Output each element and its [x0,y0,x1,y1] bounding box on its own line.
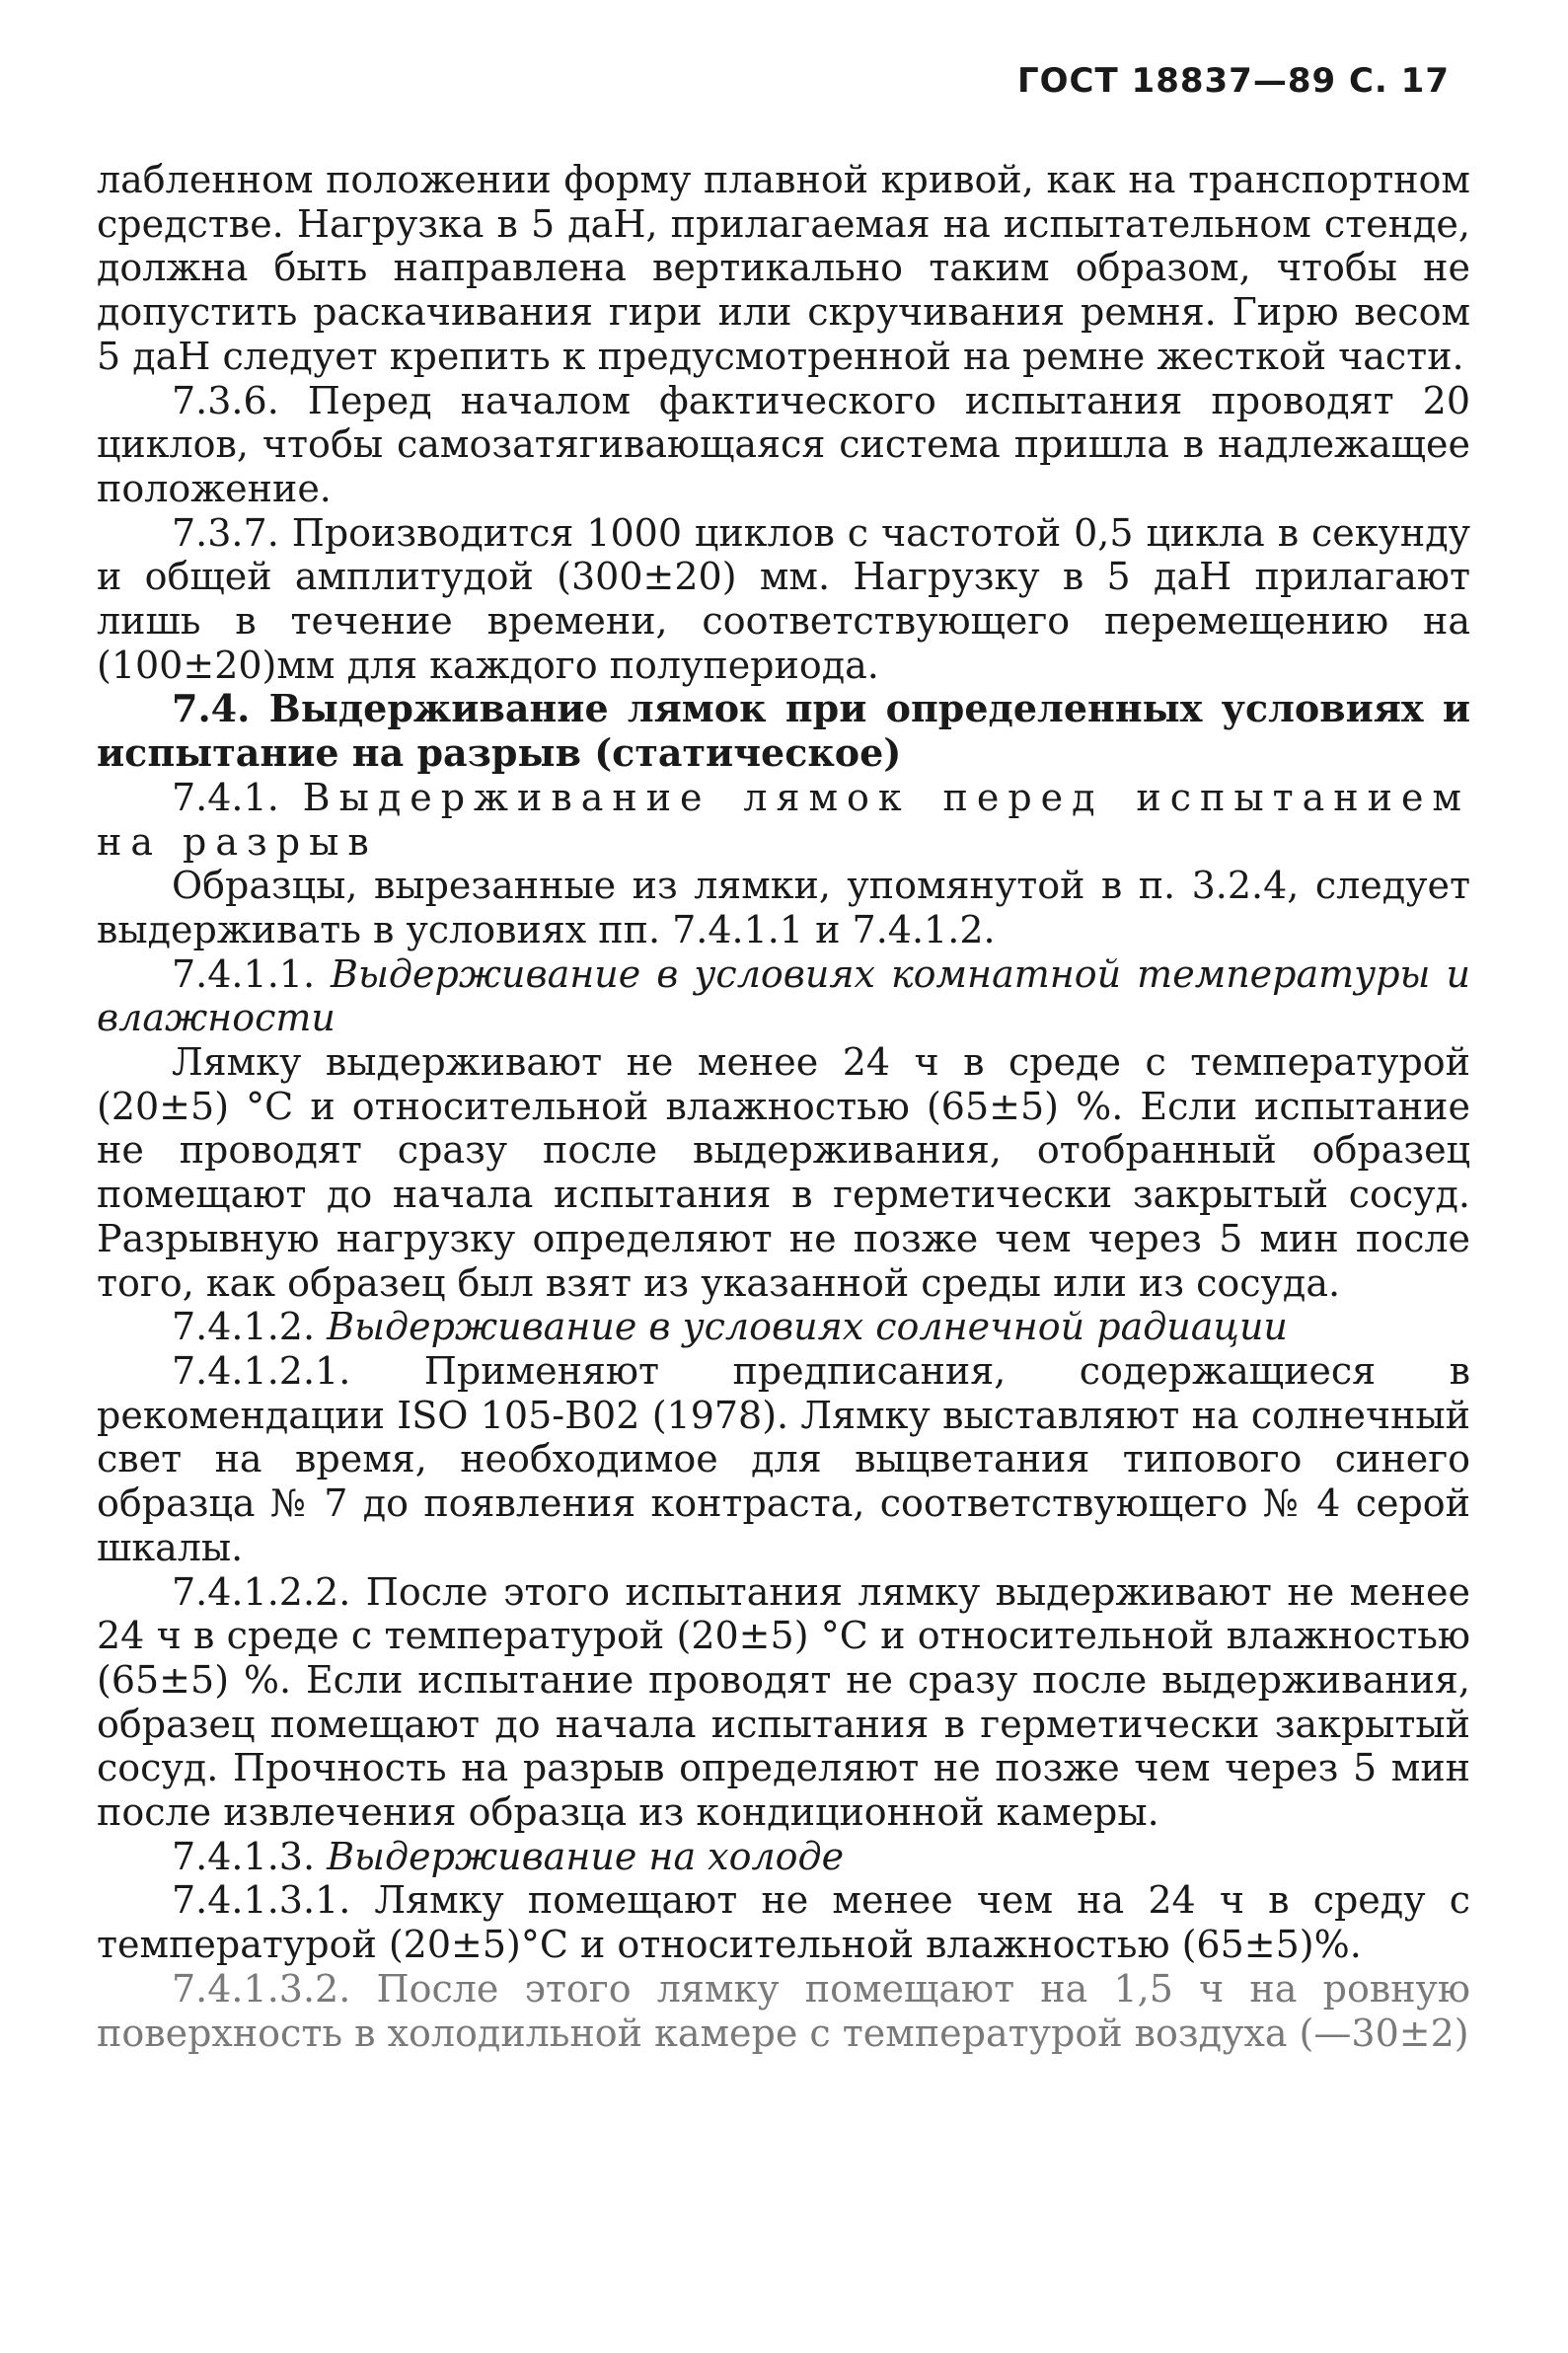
paragraph-room-conditioning: Лямку выдерживают не менее 24 ч в среде с температурой (20±5) °С и относительной влажностью (65±5) %. Если испытание не проводят сразу после выдерживания, отобранный образец помещают до начала испытания в герметически закрытый сосуд. Разрывную нагрузку определяют не позже чем через 5 мин после того, как образец был взят из указанной среды или из сосуда. [97,1040,1470,1305]
paragraph-7-4-1-2-1: 7.4.1.2.1. Применяют предписания, содержащиеся в рекомендации ISO 105-B02 (1978). Лямку выставляют на солнечный свет на время, необходимое для выцветания типового синего образца № 7 до появления контраста, соответствующего № 4 серой шкалы. [97,1348,1470,1569]
section-title: Выдерживание лямок при определенных условиях и испытание на разрыв (статическое) [97,686,1471,776]
section-title: Выдерживание лямок перед испытанием на разрыв [97,775,1470,864]
paragraph-7-4-1-3-1: 7.4.1.3.1. Лямку помещают не менее чем на 24 ч в среду с температурой (20±5)°С и относительной влажностью (65±5)%. [97,1878,1470,1967]
paragraph-continuation: лабленном положении форму плавной кривой, как на транспортном средстве. Нагрузка в 5 даН, прилагаемая на испытательном стенде, должна быть направлена вертикально таким образом, чтобы не допустить раскачивания гири или скручивания ремня. Гирю весом 5 даН следует крепить к предусмотренной на ремне жесткой части. [97,158,1470,378]
section-heading-7-4-1 [97,776,1470,864]
section-heading-7-4-1-2 [97,1305,1470,1349]
section-number: 7.4. [172,686,251,731]
section-heading-7-4-1-1 [97,952,1470,1040]
paragraph-7-4-1-3-2: 7.4.1.3.2. После этого лямку помещают на 1,5 ч на ровную поверхность в холодильной камере с температурой воздуха (—30±2) [97,1966,1470,2055]
section-heading-7-4 [97,687,1470,775]
section-number: 7.4.1. [172,775,279,819]
paragraph-samples: Образцы, вырезанные из лямки, упомянутой в п. 3.2.4, следует выдерживать в условиях пп. 7.4.1.1 и 7.4.1.2. [97,864,1470,951]
section-title: Выдерживание в условиях солнечной радиации [327,1305,1288,1349]
section-title: Выдерживание на холоде [327,1834,845,1878]
section-heading-7-4-1-3 [97,1835,1470,1879]
paragraph-7-3-7: 7.3.7. Производится 1000 циклов с частотой 0,5 цикла в секунду и общей амплитудой (300±20) мм. Нагрузку в 5 даН прилагают лишь в течение времени, соответствующего перемещению на (100±20)мм для каждого полупериода. [97,510,1470,687]
section-number: 7.4.1.3. [172,1834,316,1878]
paragraph-7-4-1-2-2: 7.4.1.2.2. После этого испытания лямку выдерживают не менее 24 ч в среде с температурой (20±5) °С и относительной влажностью (65±5) %. Если испытание проводят не сразу после выдерживания, образец помещают до начала испытания в герметически закрытый сосуд. Прочность на разрыв определяют не позже чем через 5 мин после извлечения образца из кондиционной камеры. [97,1569,1470,1835]
section-number: 7.4.1.1. [172,951,316,996]
section-title: Выдерживание в условиях комнатной температуры и влажности [97,951,1470,1040]
section-number: 7.4.1.2. [172,1305,316,1349]
document-body [97,158,1470,2055]
paragraph-7-3-6: 7.3.6. Перед началом фактического испытания проводят 20 циклов, чтобы самозатягивающаяся система пришла в надлежащее положение. [97,378,1470,510]
page-header: ГОСТ 18837—89 С. 17 [1016,61,1450,101]
